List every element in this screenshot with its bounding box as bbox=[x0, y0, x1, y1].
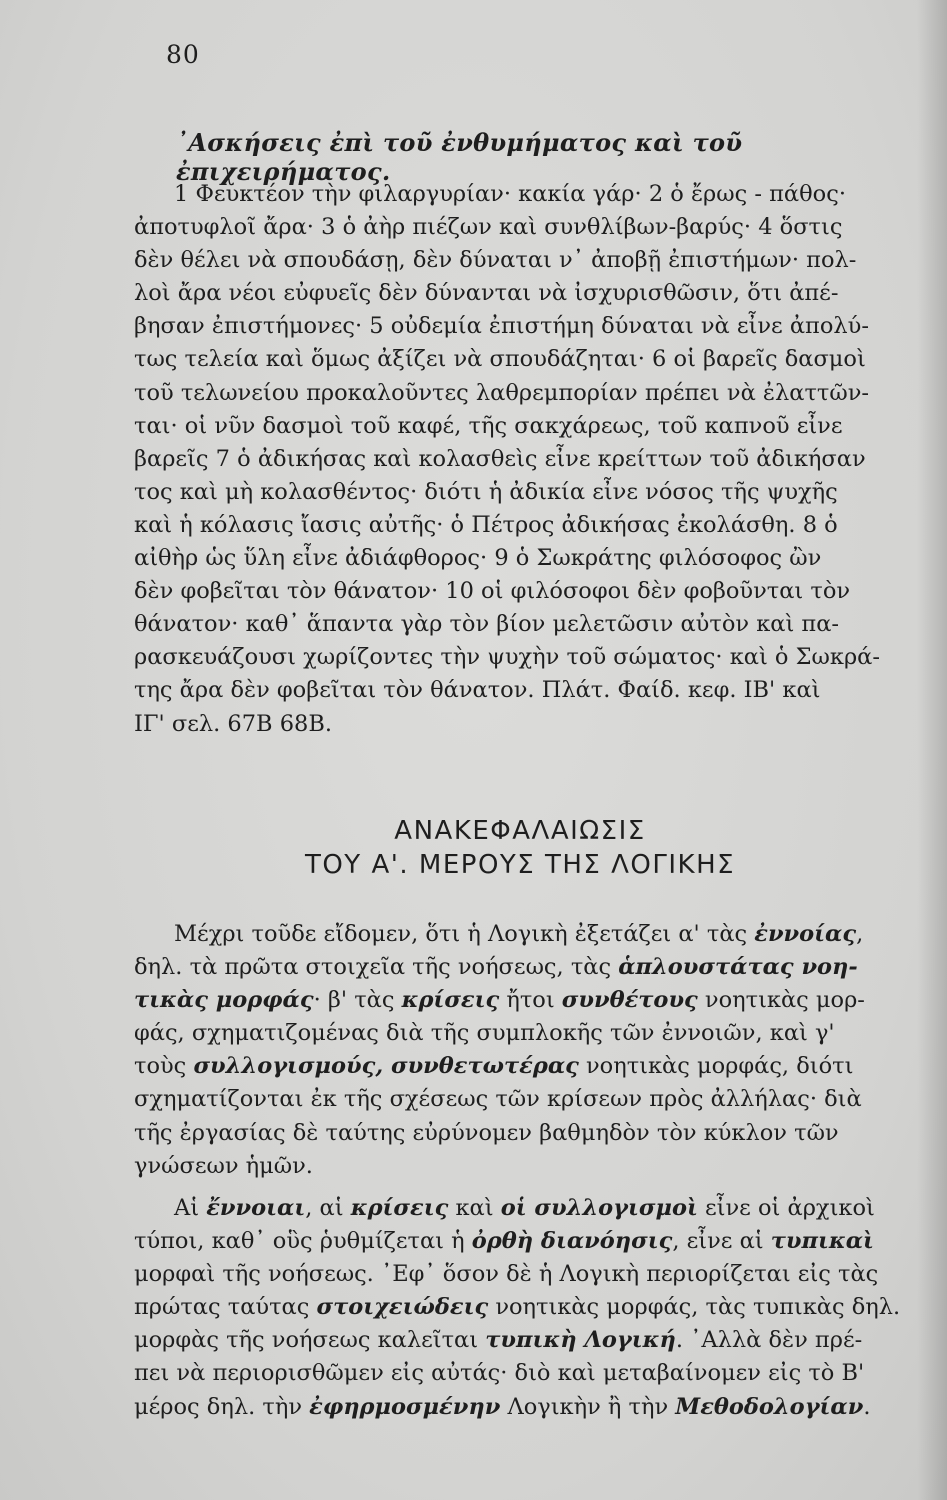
text-line: βαρεῖς 7 ὁ ἀδικήσας καὶ κολασθεὶς εἶνε κρείττων τοῦ ἀδικήσαν bbox=[134, 445, 866, 472]
text-line: της ἄρα δὲν φοβεῖται τὸν θάνατον. Πλάτ. Φαίδ. κεφ. ΙΒ' καὶ bbox=[134, 677, 821, 704]
text-line bbox=[134, 951, 906, 984]
text-line bbox=[134, 1083, 906, 1116]
text-line bbox=[134, 1225, 906, 1258]
summary-heading-line2: ΤΟΥ Α'. ΜΕΡΟΥΣ ΤΗΣ ΛΟΓΙΚΗΣ bbox=[304, 850, 736, 880]
text-line bbox=[134, 1258, 906, 1291]
text-segment: πρώτας ταύτας bbox=[134, 1294, 317, 1321]
text-line: ΙΓ' σελ. 67Β 68Β. bbox=[134, 710, 333, 737]
emphasized-term: οἱ συλλογισμοὶ bbox=[500, 1195, 698, 1221]
emphasized-term: συλλογισμούς, συνθετωτέρας bbox=[193, 1053, 579, 1080]
text-segment: . bbox=[863, 1393, 871, 1420]
text-line: τοῦ τελωνείου προκαλοῦντες λαθρεμπορίαν πρέπει νὰ ἐλαττῶν- bbox=[134, 379, 869, 406]
text-segment: νοητικὰς μορ- bbox=[697, 987, 865, 1014]
text-segment: τῆς ἐργασίας δὲ ταύτης εὐρύνομεν βαθμηδὸν τὸν κύκλον τῶν bbox=[134, 1119, 839, 1146]
text-segment: τοὺς bbox=[134, 1053, 194, 1080]
text-segment: γνώσεων ἡμῶν. bbox=[134, 1152, 313, 1179]
emphasized-term: στοιχειώδεις bbox=[316, 1294, 489, 1321]
page-edge-shadow bbox=[917, 0, 947, 1500]
text-segment: , εἶνε αἱ bbox=[672, 1228, 771, 1255]
text-segment: φάς, σχηματιζομένας διὰ τῆς συμπλοκῆς τῶν ἐννοιῶν, καὶ γ' bbox=[134, 1020, 835, 1047]
text-segment: νοητικὰς μορφάς, διότι bbox=[578, 1053, 854, 1080]
text-segment: εἶνε οἱ ἀρχικοὶ bbox=[697, 1195, 875, 1221]
text-segment: . ᾿Αλλὰ δὲν πρέ- bbox=[675, 1327, 863, 1354]
text-segment: δηλ. τὰ πρῶτα στοιχεῖα τῆς νοήσεως, τὰς bbox=[134, 954, 619, 981]
emphasized-term: τικὰς μορφάς bbox=[134, 987, 314, 1014]
text-line: 1 Φευκτέον τὴν φιλαργυρίαν· κακία γάρ· 2 ὁ ἔρως - πάθος· bbox=[174, 181, 846, 207]
emphasized-term: ἐννοίας bbox=[754, 921, 857, 947]
text-line: δὲν θέλει νὰ σπουδάσῃ, δὲν δύναται ν᾿ ἀποβῇ ἐπιστήμων· πολ- bbox=[134, 247, 857, 274]
text-segment: Μέχρι τοῦδε εἴδομεν, ὅτι ἡ Λογικὴ ἐξετάζει α' τὰς bbox=[174, 921, 755, 947]
text-segment: νοητικὰς μορφάς, τὰς τυπικὰς δηλ. bbox=[488, 1294, 901, 1321]
text-segment: τύποι, καθ᾿ οὓς ῥυθμίζεται ἡ bbox=[134, 1228, 472, 1255]
emphasized-term: ὀρθὴ διανόησις bbox=[471, 1228, 673, 1255]
text-segment: Λογικὴν ἢ τὴν bbox=[500, 1393, 676, 1420]
emphasized-term: τυπικαὶ bbox=[770, 1228, 874, 1255]
summary-paragraph-2 bbox=[134, 1192, 906, 1424]
text-line: αἰθὴρ ὡς ὕλη εἶνε ἀδιάφθορος· 9 ὁ Σωκράτης φιλόσοφος ὢν bbox=[134, 545, 822, 572]
text-line bbox=[134, 1150, 906, 1183]
text-segment: Αἱ bbox=[174, 1195, 207, 1221]
summary-heading-line1: ΑΝΑΚΕΦΑΛΑΙΩΣΙΣ bbox=[394, 816, 646, 846]
text-line: βησαν ἐπιστήμονες· 5 οὐδεμία ἐπιστήμη δύναται νὰ εἶνε ἀπολύ- bbox=[134, 313, 869, 340]
text-line: ται· οἱ νῦν δασμοὶ τοῦ καφέ, τῆς σακχάρεως, τοῦ καπνοῦ εἶνε bbox=[134, 412, 843, 439]
emphasized-term: τυπικὴ Λογική bbox=[485, 1327, 676, 1354]
text-line bbox=[134, 1391, 906, 1424]
text-line: καὶ ἡ κόλασις ἴασις αὐτῆς· ὁ Πέτρος ἀδικήσας ἐκολάσθη. 8 ὁ bbox=[134, 511, 838, 538]
text-segment: ἤτοι bbox=[499, 987, 562, 1014]
text-segment: μορφαὶ τῆς νοήσεως. ᾿Εφ᾿ ὅσον δὲ ἡ Λογικὴ περιορίζεται εἰς τὰς bbox=[134, 1261, 879, 1288]
emphasized-term: Μεθοδολογίαν bbox=[675, 1393, 864, 1420]
emphasized-term: ἔννοιαι bbox=[206, 1195, 306, 1221]
text-line bbox=[134, 1117, 906, 1150]
text-line bbox=[134, 918, 906, 951]
text-segment: σχηματίζονται ἐκ τῆς σχέσεως τῶν κρίσεων πρὸς ἀλλήλας· διὰ bbox=[134, 1086, 862, 1113]
text-segment: καὶ bbox=[448, 1195, 501, 1221]
summary-paragraph-1 bbox=[134, 918, 906, 1183]
emphasized-term: ἐφηρμοσμένην bbox=[309, 1393, 501, 1420]
text-line bbox=[134, 1192, 906, 1225]
text-segment: · β' τὰς bbox=[313, 987, 402, 1014]
exercise-title: ᾿Ασκήσεις ἐπὶ τοῦ ἐνθυμήματος καὶ τοῦ ἐπιχειρήματος. bbox=[176, 128, 743, 186]
emphasized-term: συνθέτους bbox=[561, 987, 698, 1014]
text-line: θάνατον· καθ᾿ ἅπαντα γὰρ τὸν βίον μελετῶσιν αὐτὸν καὶ πα- bbox=[134, 611, 840, 638]
text-segment: μέρος δηλ. τὴν bbox=[134, 1393, 310, 1420]
text-line: τος καὶ μὴ κολασθέντος· διότι ἡ ἀδικία εἶνε νόσος τῆς ψυχῆς bbox=[134, 478, 838, 505]
text-line: ρασκευάζουσι χωρίζοντες τὴν ψυχὴν τοῦ σώματος· καὶ ὁ Σωκρά- bbox=[134, 644, 880, 671]
text-line bbox=[134, 1050, 906, 1083]
text-line bbox=[134, 1017, 906, 1050]
text-line: τως τελεία καὶ ὅμως ἀξίζει νὰ σπουδάζηται· 6 οἱ βαρεῖς δασμοὶ bbox=[134, 346, 866, 373]
emphasized-term: κρίσεις bbox=[350, 1195, 449, 1221]
emphasized-term: ἁπλουστάτας νοη- bbox=[618, 954, 858, 981]
text-line bbox=[134, 984, 906, 1017]
text-line: δὲν φοβεῖται τὸν θάνατον· 10 οἱ φιλόσοφοι δὲν φοβοῦνται τὸν bbox=[134, 578, 851, 605]
emphasized-term: κρίσεις bbox=[401, 987, 500, 1014]
text-line bbox=[134, 1324, 906, 1357]
text-segment: πει νὰ περιορισθῶμεν εἰς αὐτάς· διὸ καὶ μεταβαίνομεν εἰς τὸ Β' bbox=[134, 1360, 865, 1387]
page-number: 80 bbox=[166, 40, 200, 69]
text-line bbox=[134, 1357, 906, 1390]
text-line bbox=[134, 1291, 906, 1324]
text-line: λοὶ ἄρα νέοι εὐφυεῖς δὲν δύνανται νὰ ἰσχυρισθῶσιν, ὅτι ἀπέ- bbox=[134, 280, 839, 307]
text-segment: , αἱ bbox=[305, 1195, 351, 1221]
text-segment: , bbox=[856, 921, 864, 947]
exercise-paragraph bbox=[134, 178, 906, 741]
text-segment: μορφὰς τῆς νοήσεως καλεῖται bbox=[134, 1327, 486, 1354]
text-line: ἀποτυφλοῖ ἄρα· 3 ὁ ἀὴρ πιέζων καὶ συνθλίβων-βαρύς· 4 ὅστις bbox=[134, 214, 843, 241]
